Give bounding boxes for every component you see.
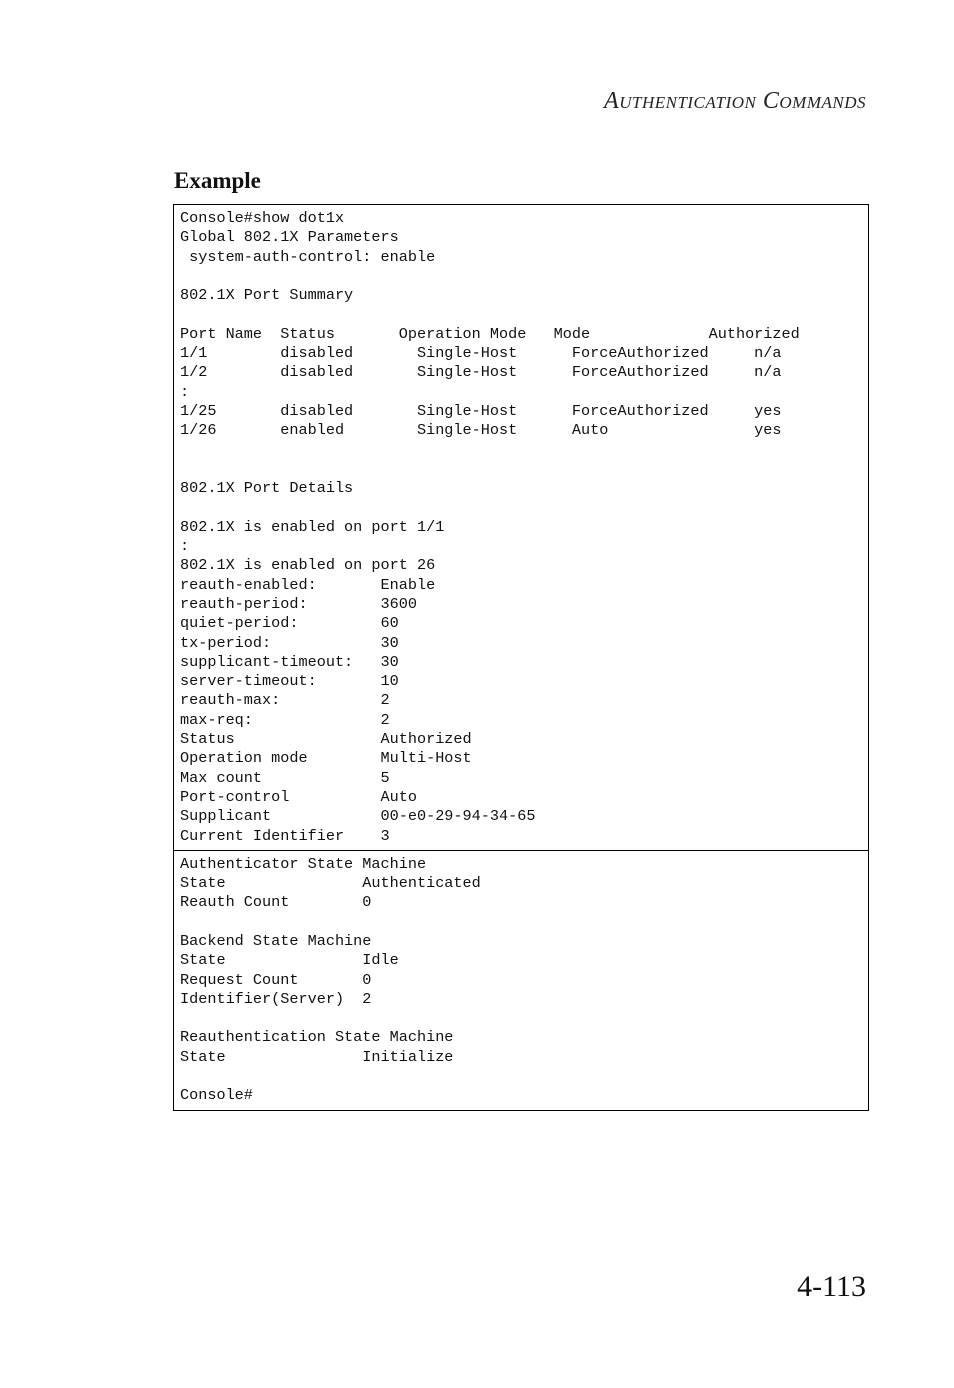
running-header: Authentication Commands: [604, 88, 866, 114]
console-example-box: [173, 204, 869, 1111]
console-output-text: Authenticator State Machine State Authenticated Reauth Count 0 Backend State Machine State Idle Request Count 0 Identifier(Server) 2 Reauthentication State Machine State Initialize Console#: [180, 854, 481, 1105]
page-number: 4-113: [797, 1270, 866, 1303]
console-output-text: Console#show dot1x Global 802.1X Parameters system-auth-control: enable 802.1X Port Summary Port Name Status Operation Mode Mode Authorized 1/1 disabled Single-Host ForceAuthorized n/a 1/2 disabled Single-Host ForceAuthorized n/a : 1/25 disabled Single-Host ForceAuthorized yes 1/26 enabled Single-Host Auto yes 802.1X Port Details 802.1X is enabled on port 1/1 : 802.1X is enabled on port 26 reauth-enabled: Enable reauth-period: 3600 quiet-period: 60 tx-period: 30 supplicant-timeout: 30 server-timeout: 10 reauth-max: 2 max-req: 2 Status Authorized Operation mode Multi-Host Max count 5 Port-control Auto Supplicant 00-e0-29-94-34-65 Current Identifier 3: [180, 209, 800, 845]
section-heading: Example: [174, 168, 261, 193]
console-block-show-dot1x: [174, 205, 868, 850]
console-block-state-machines: [174, 850, 868, 1110]
